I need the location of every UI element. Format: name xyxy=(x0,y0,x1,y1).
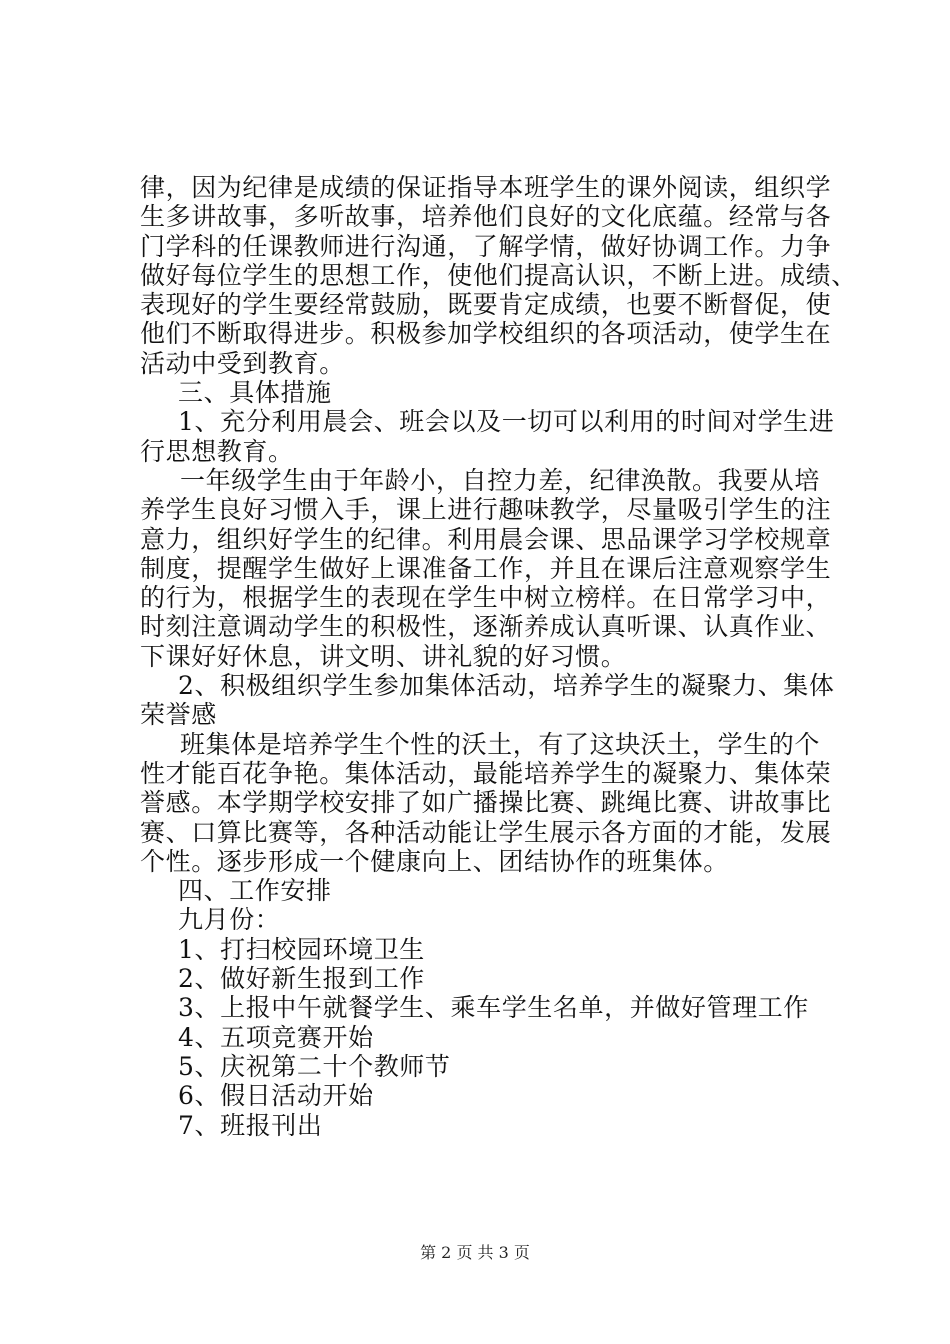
text-line: 性才能百花争艳。集体活动，最能培养学生的凝聚力、集体荣 xyxy=(140,758,832,788)
text-line: 时刻注意调动学生的积极性，逐渐养成认真听课、认真作业、 xyxy=(140,612,832,642)
text-line: 做好每位学生的思想工作，使他们提高认识，不断上进。成绩、 xyxy=(140,260,857,290)
text-line: 生多讲故事，多听故事，培养他们良好的文化底蕴。经常与各 xyxy=(140,202,832,232)
text-line: 意力，组织好学生的纪律。利用晨会课、思品课学习学校规章 xyxy=(140,524,832,554)
text-line: 下课好好休息，讲文明、讲礼貌的好习惯。 xyxy=(140,641,627,671)
text-line: 律，因为纪律是成绩的保证指导本班学生的课外阅读，组织学 xyxy=(140,173,832,202)
text-line: 表现好的学生要经常鼓励，既要肯定成绩，也要不断督促，使 xyxy=(140,290,832,320)
text-line: 誉感。本学期学校安排了如广播操比赛、跳绳比赛、讲故事比 xyxy=(140,788,832,818)
list-item: 6、假日活动开始 xyxy=(178,1081,374,1111)
section-heading: 三、具体措施 xyxy=(178,378,332,408)
text-line: 活动中受到教育。 xyxy=(140,348,345,378)
paragraph-start: 班集体是培养学生个性的沃土，有了这块沃土，学生的个 xyxy=(180,729,821,759)
text-line: 个性。逐步形成一个健康向上、团结协作的班集体。 xyxy=(140,846,729,876)
text-line: 门学科的任课教师进行沟通，了解学情，做好协调工作。力争 xyxy=(140,231,832,261)
document-body xyxy=(140,173,860,1140)
text-line: 养学生良好习惯入手，课上进行趣味教学，尽量吸引学生的注 xyxy=(140,495,832,525)
list-item: 1、打扫校园环境卫生 xyxy=(178,934,425,964)
list-item: 7、班报刊出 xyxy=(178,1110,323,1140)
text-line: 他们不断取得进步。积极参加学校组织的各项活动，使学生在 xyxy=(140,319,832,349)
subheading: 2、积极组织学生参加集体活动，培养学生的凝聚力、集体 xyxy=(178,671,835,701)
list-item: 4、五项竞赛开始 xyxy=(178,1022,374,1052)
text-line: 荣誉感 xyxy=(140,700,217,730)
month-label: 九月份： xyxy=(178,905,281,935)
text-line: 赛、口算比赛等，各种活动能让学生展示各方面的才能，发展 xyxy=(140,817,832,847)
paragraph-start: 一年级学生由于年龄小，自控力差，纪律涣散。我要从培 xyxy=(180,465,821,495)
list-item: 5、庆祝第二十个教师节 xyxy=(178,1051,451,1081)
text-line: 的行为，根据学生的表现在学生中树立榜样。在日常学习中， xyxy=(140,583,832,613)
text-line: 制度，提醒学生做好上课准备工作，并且在课后注意观察学生 xyxy=(140,553,832,583)
section-heading: 四、工作安排 xyxy=(178,876,332,906)
list-item: 3、上报中午就餐学生、乘车学生名单，并做好管理工作 xyxy=(178,993,809,1023)
page-number-footer: 第 2 页 共 3 页 xyxy=(420,1243,530,1262)
subheading: 1、充分利用晨会、班会以及一切可以利用的时间对学生进 xyxy=(178,407,835,437)
text-line: 行思想教育。 xyxy=(140,436,294,466)
list-item: 2、做好新生报到工作 xyxy=(178,964,425,994)
